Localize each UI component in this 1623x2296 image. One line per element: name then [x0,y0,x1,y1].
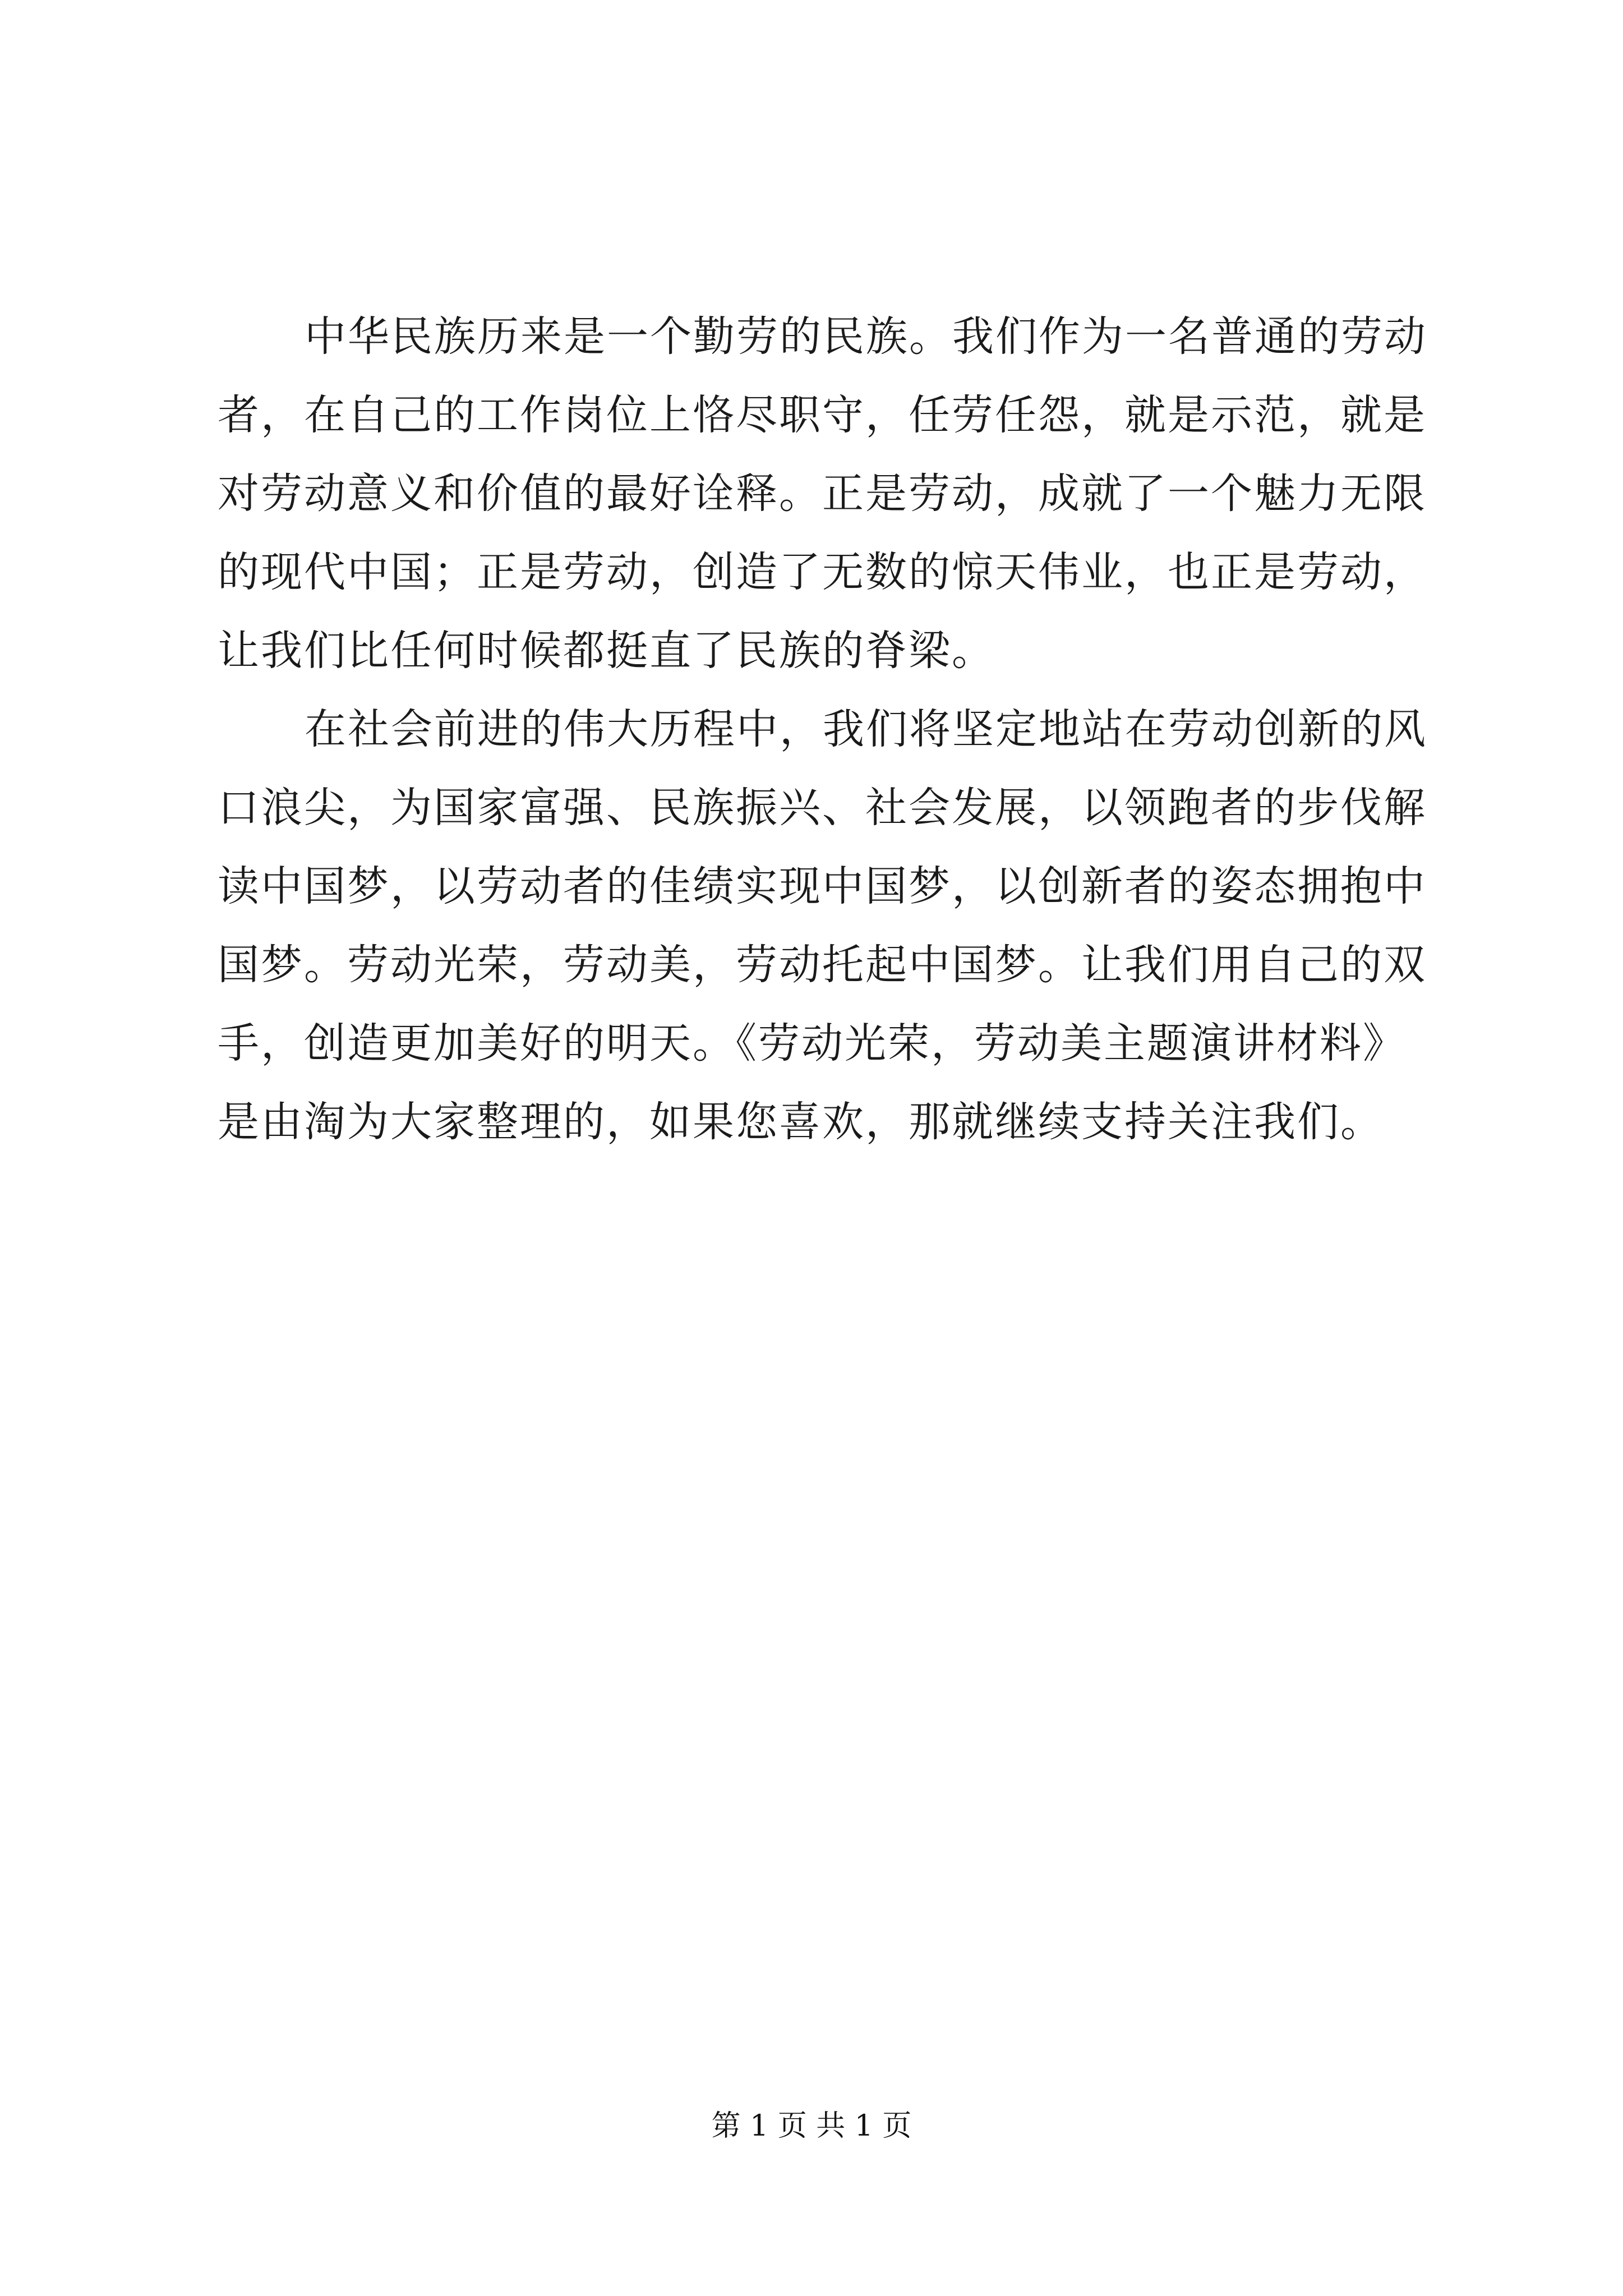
paragraph-2-line-1: 在社会前进的伟大历程中，我们将坚定地站在劳动创新的风 [305,705,1427,753]
paragraph-2-line-4: 国梦。劳动光荣，劳动美，劳动托起中国梦。让我们用自己的双 [218,941,1427,989]
paragraph-2-line-2: 口浪尖，为国家富强、民族振兴、社会发展，以领跑者的步伐解 [218,784,1427,832]
paragraph-1-line-5: 让我们比任何时候都挺直了民族的脊梁。 [218,627,995,675]
paragraph-1-line-4: 的现代中国；正是劳动，创造了无数的惊天伟业，也正是劳动， [218,548,1427,596]
paragraph-1-line-3: 对劳动意义和价值的最好诠释。正是劳动，成就了一个魅力无限 [218,470,1427,518]
paragraph-2-line-6: 是由淘为大家整理的，如果您喜欢，那就继续支持关注我们。 [218,1098,1384,1146]
document-body [218,297,1429,1161]
paragraph-2-line-5: 手，创造更加美好的明天。《劳动光荣，劳动美主题演讲材料》 [218,1019,1406,1068]
paragraph-1-line-1: 中华民族历来是一个勤劳的民族。我们作为一名普通的劳动 [305,312,1427,361]
paragraph-1-line-2: 者，在自己的工作岗位上恪尽职守，任劳任怨，就是示范，就是 [218,391,1427,439]
page-number-footer: 第 1 页 共 1 页 [711,2109,912,2143]
paragraph-2-line-3: 读中国梦，以劳动者的佳绩实现中国梦，以创新者的姿态拥抱中 [218,862,1427,910]
